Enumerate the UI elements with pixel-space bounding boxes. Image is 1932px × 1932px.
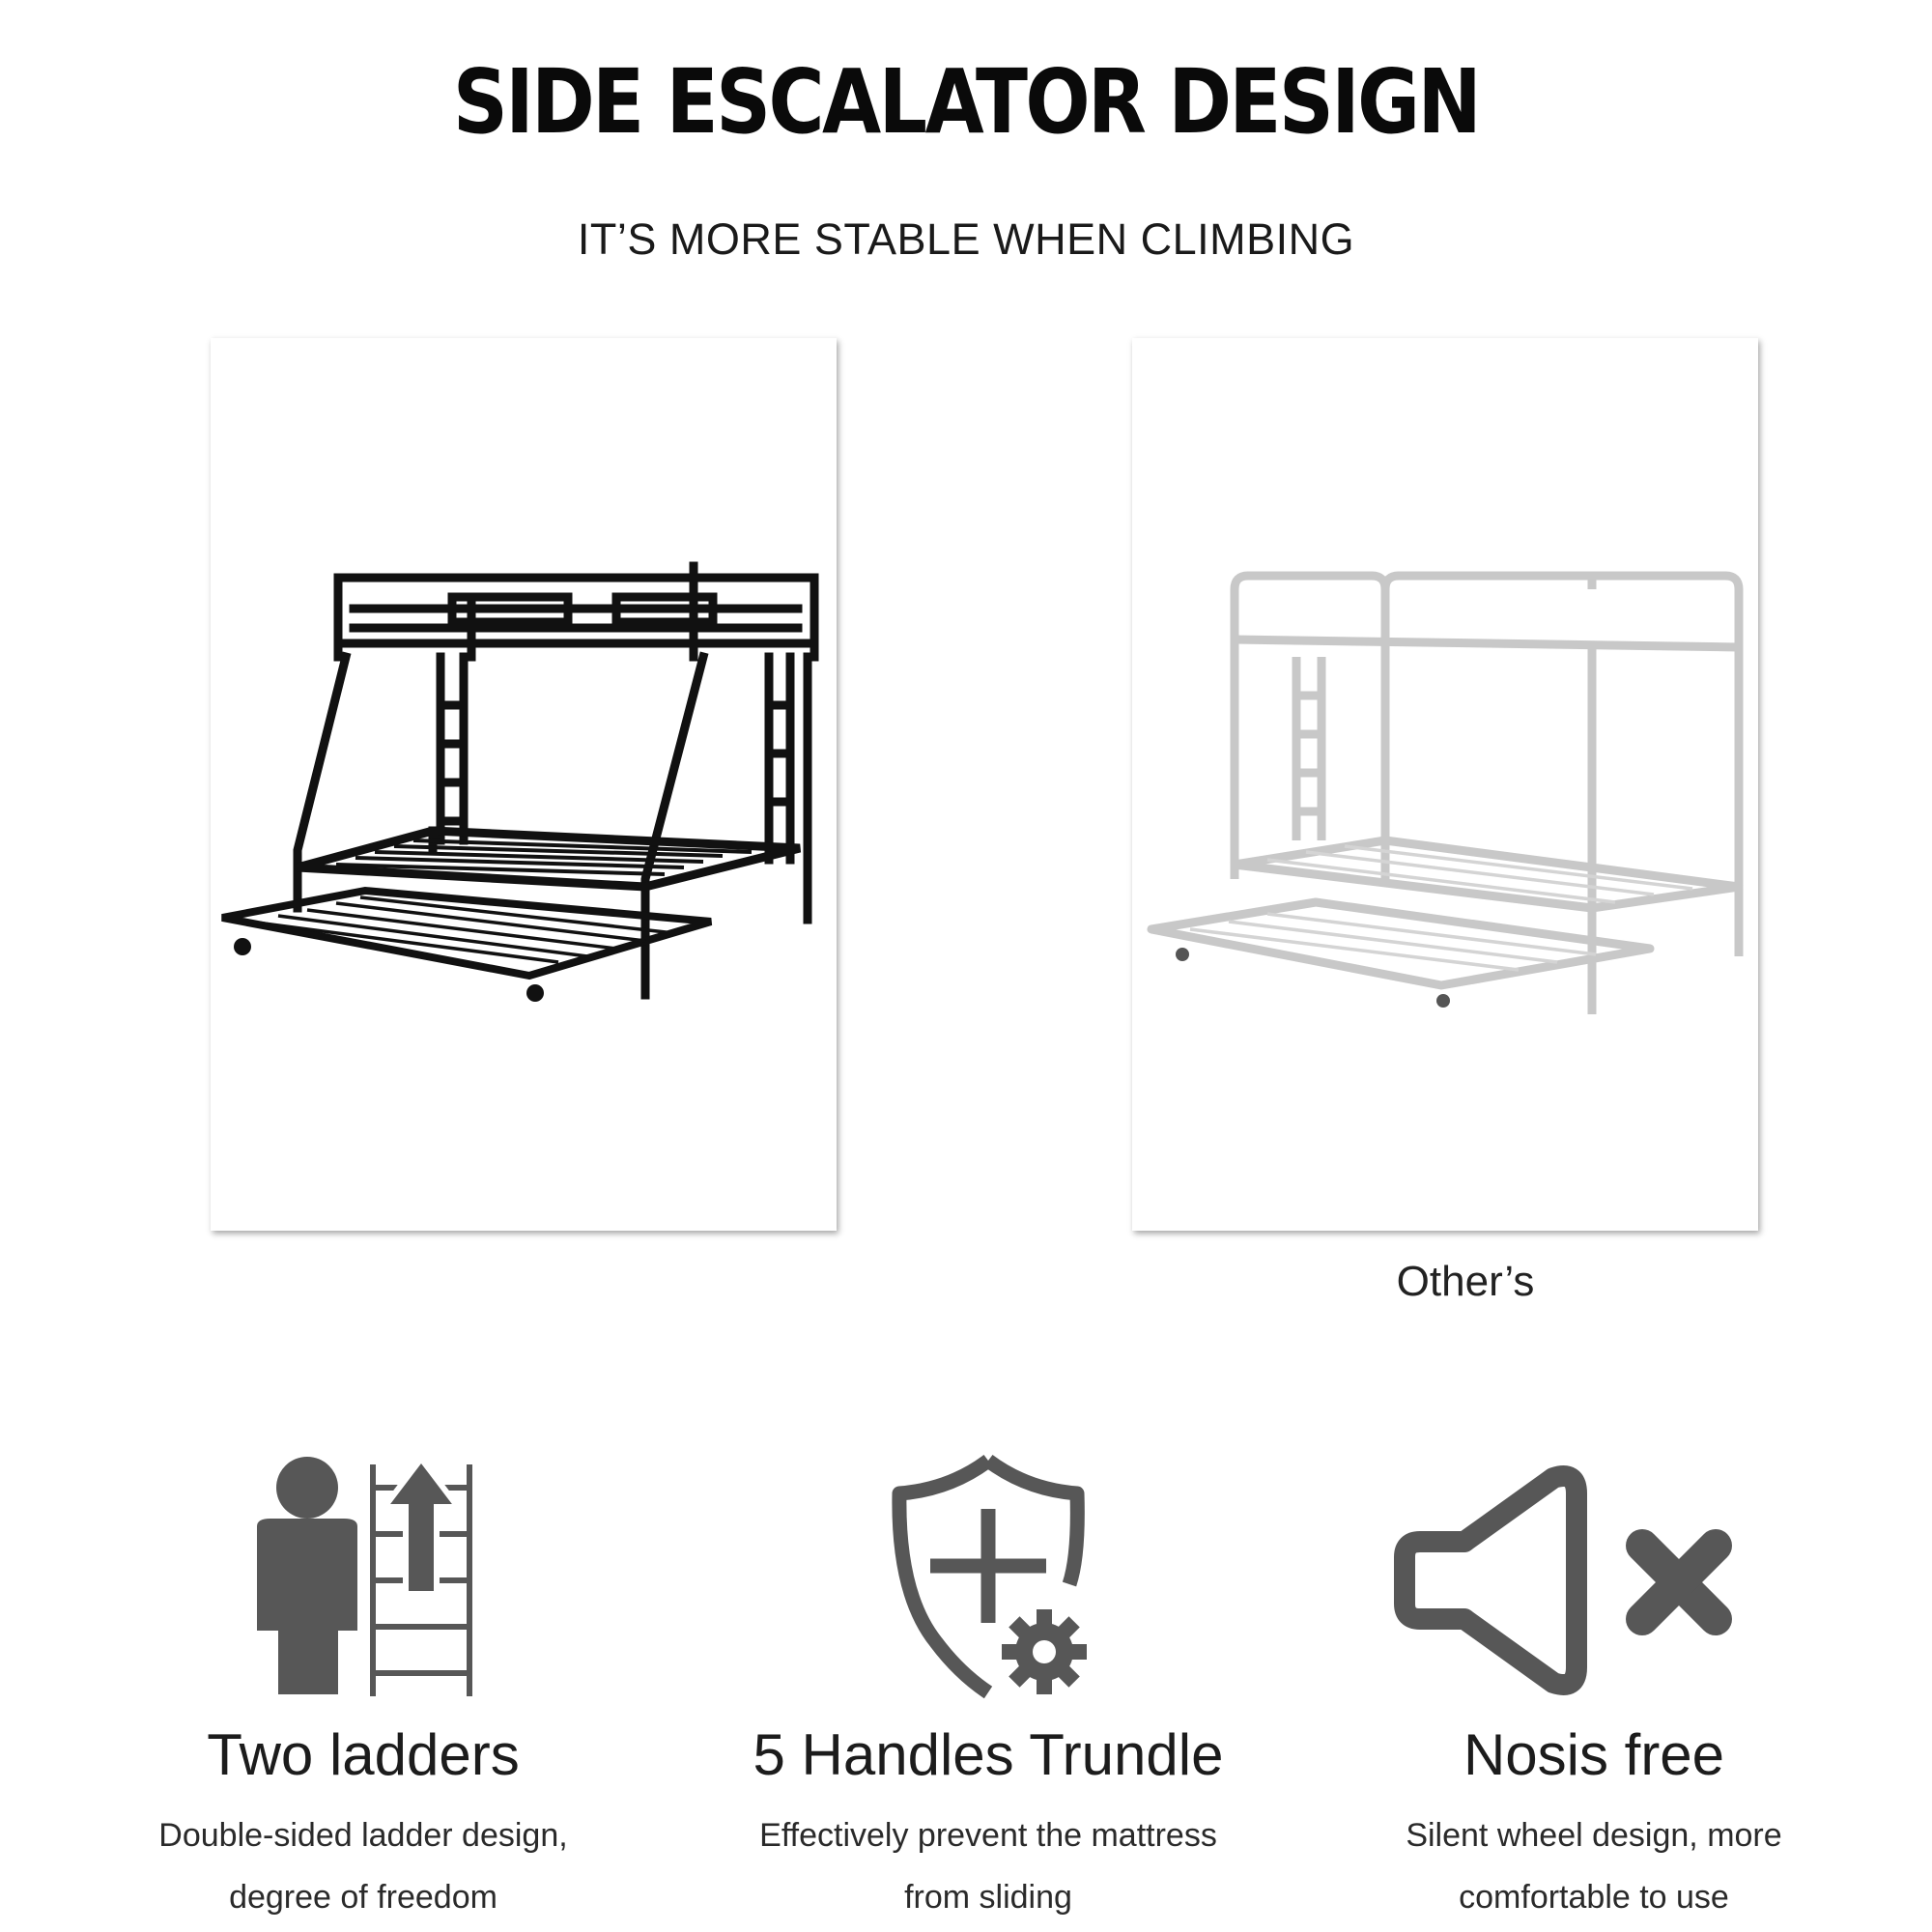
black-bunk-bed-image <box>211 338 837 1231</box>
feature-description: Double-sided ladder design, degree of freedom <box>158 1817 568 1916</box>
competitor-image-card <box>1132 338 1758 1231</box>
feature-description: Silent wheel design, more comfortable to use <box>1406 1817 1782 1916</box>
page-title: SIDE ESCALATOR DESIGN <box>452 50 1480 154</box>
feature-description: Effectively prevent the mattress from sliding <box>759 1817 1217 1916</box>
person-ladder-icon <box>64 1449 663 1700</box>
feature-title: Nosis free <box>1463 1722 1725 1787</box>
mute-speaker-icon <box>1294 1449 1893 1700</box>
product-image-card <box>211 338 837 1231</box>
feature-title: 5 Handles Trundle <box>753 1722 1224 1787</box>
page-subtitle: IT’S MORE STABLE WHEN CLIMBING <box>577 214 1355 264</box>
shield-gear-icon <box>689 1449 1288 1700</box>
competitor-caption: Other’s <box>1396 1258 1535 1305</box>
white-bunk-bed-image <box>1132 338 1758 1231</box>
feature-title: Two ladders <box>207 1722 520 1787</box>
